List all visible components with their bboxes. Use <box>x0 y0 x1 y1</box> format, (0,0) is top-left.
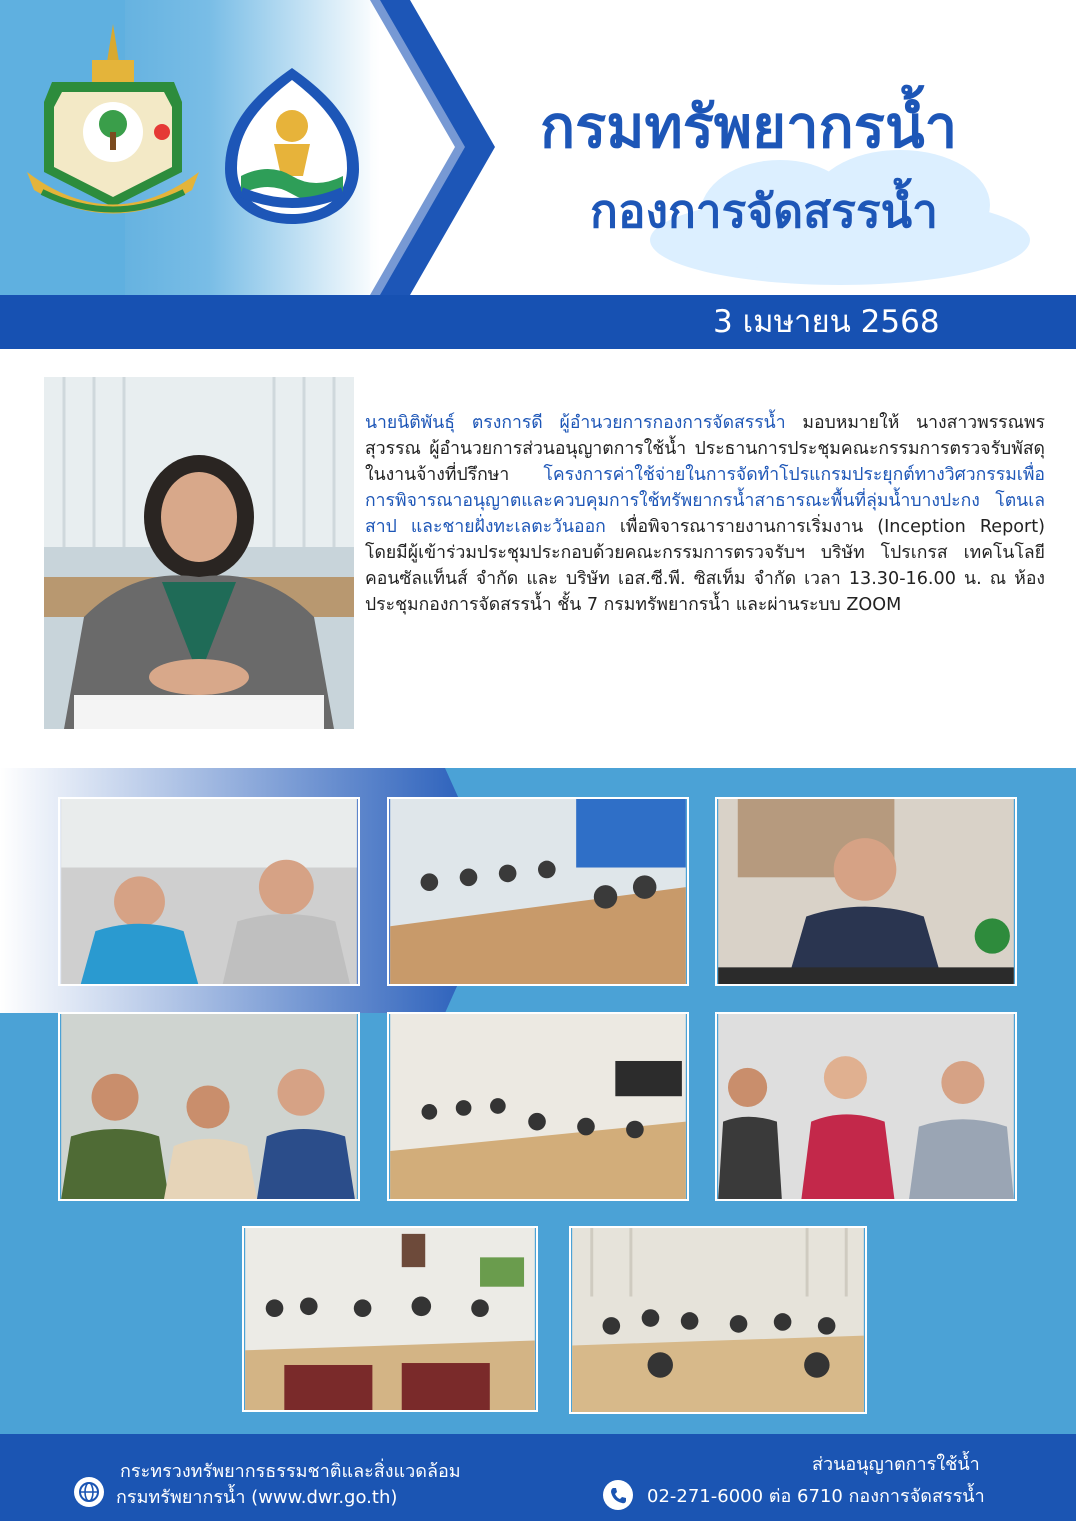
gallery-photo-3 <box>715 797 1017 986</box>
footer-division: ส่วนอนุญาตการใช้น้ำ <box>812 1454 980 1475</box>
director-name: นายนิติพันธุ์ ตรงการดี ผู้อำนวยการกองการจัดสรรน้ำ <box>365 413 786 433</box>
footer-phone[interactable]: 02-271-6000 ต่อ 6710 กองการจัดสรรน้ำ <box>647 1486 985 1507</box>
article-intro: มอบหมายให้ นางสาวพรรณพร สุวรรณ ผู้อำนวยการส่วนอนุญาตการใช้น้ำ ประธานการประชุมคณะกรรมการตรวจรับพัสดุในงานจ้างที่ปรึกษา <box>365 413 1045 485</box>
gallery-photo-6 <box>715 1012 1017 1201</box>
article-text <box>365 410 1045 618</box>
dwr-logo <box>219 64 365 232</box>
gallery-photo-7 <box>242 1226 538 1412</box>
footer-department-web[interactable]: กรมทรัพยากรน้ำ (www.dwr.go.th) <box>116 1487 398 1508</box>
gallery-photo-5 <box>387 1012 689 1201</box>
article-details: เพื่อพิจารณารายงานการเริ่มงาน (Inception Report) โดยมีผู้เข้าร่วมประชุมประกอบด้วยคณะกรรมการตรวจรับฯ บริษัท โปรเกรส เทคโนโลยี คอนซัลแท็นส์ จำกัด และ บริษัท เอส.ซี.พี. ซิสเท็ม จำกัด เวลา 13.30-16.00 น. ณ ห้องประชุมกองการจัดสรรน้ำ ชั้น 7 กรมทรัพยากรน้ำ และผ่านระบบ ZOOM <box>365 517 1046 615</box>
footer-ministry: กระทรวงทรัพยากรธรรมชาติและสิ่งแวดล้อม <box>120 1461 461 1482</box>
gallery-photo-2 <box>387 797 689 986</box>
date-label: 3 เมษายน 2568 <box>713 304 940 340</box>
header-chevron <box>370 0 510 295</box>
main-photo <box>44 377 354 729</box>
project-name: โครงการค่าใช้จ่ายในการจัดทำโปรแกรมประยุกต์ทางวิศวกรรมเพื่อการพิจารณาอนุญาตและควบคุมการใช้ทรัพยากรน้ำสาธารณะพื้นที่ลุ่มน้ำบางปะกง โตนเลสาป และชายฝั่งทะเลตะวันออก <box>365 465 1045 537</box>
page-subtitle: กองการจัดสรรน้ำ <box>590 184 938 238</box>
ministry-emblem <box>22 22 204 222</box>
phone-icon <box>603 1480 633 1510</box>
globe-icon <box>74 1477 104 1507</box>
gallery-photo-8 <box>569 1226 867 1414</box>
gallery-photo-1 <box>58 797 360 986</box>
gallery-photo-4 <box>58 1012 360 1201</box>
page-title: กรมทรัพยากรน้ำ <box>540 93 958 161</box>
